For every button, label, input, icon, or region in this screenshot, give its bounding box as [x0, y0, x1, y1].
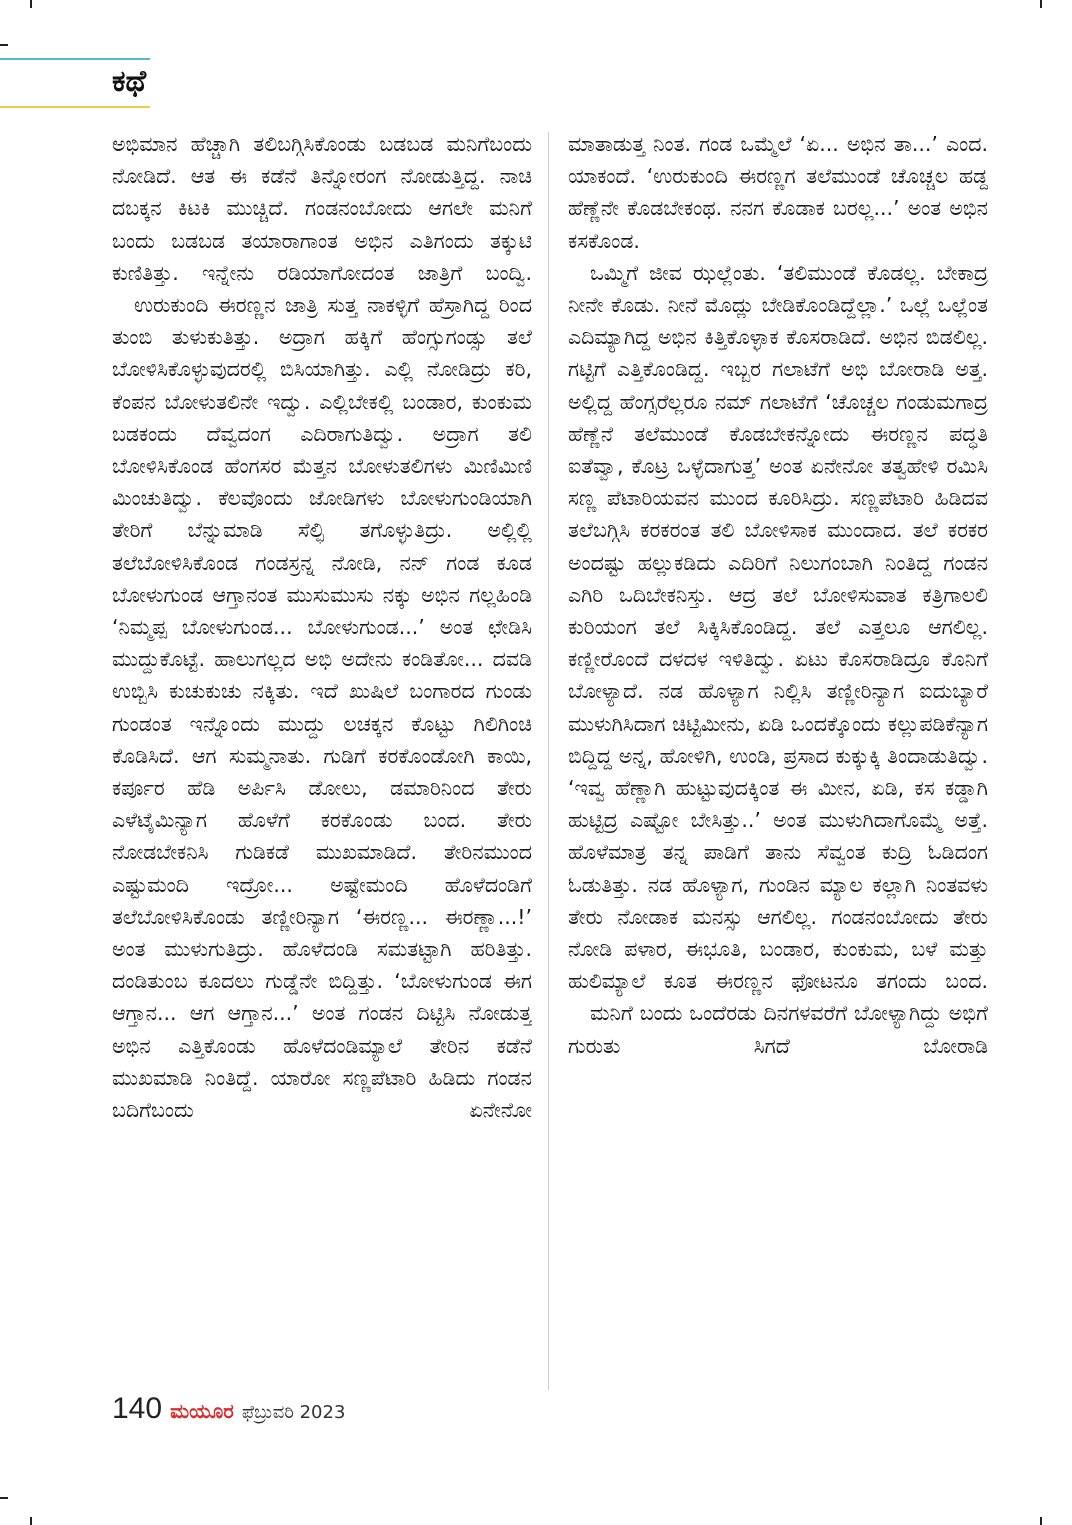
crop-mark-left-upper: [0, 44, 8, 46]
header-rule-teal: [0, 58, 150, 60]
crop-mark-bottom-left: [30, 1517, 32, 1525]
left-column: [112, 128, 532, 1390]
column-divider: [548, 132, 549, 1390]
page-footer: [112, 1392, 345, 1432]
crop-mark-bottom-right: [1040, 1517, 1042, 1525]
page-number: 140: [112, 1392, 163, 1425]
paragraph: ಒಮ್ಮಿಗೆ ಜೀವ ಝಲ್ಲೆಂತು. ‘ತಲಿಮುಂಡೆ ಕೊಡಲ್ಲ. ಬೇಕಾದ್ರ ನೀನೇ ಕೊಡು. ನೀನೆ ಮೊದ್ಲು ಬೇಡಿಕೊಂಡಿದ್ದೆಲ್ಲಾ.’ ಒಲ್ಲೆ ಒಲ್ಲೆಂತ ಎದಿಮ್ಯಾಗಿದ್ದ ಅಭಿನ ಕಿತ್ತಿಕೊಳ್ಳಾಕ ಕೊಸರಾಡಿದೆ. ಅಭಿನ ಬಿಡಲಿಲ್ಲ. ಗಟ್ಟಿಗೆ ಎತ್ತಿಕೊಂಡಿದ್ದ. ಇಬ್ಬರ ಗಲಾಟೆಗೆ ಅಭಿ ಬೋರಾಡಿ ಅತ್ತ. ಅಲ್ಲಿದ್ದ ಹೆಂಗ್ಸರೆಲ್ಲರೂ ನಮ್ ಗಲಾಟೆಗೆ ‘ಚೊಚ್ಚಲ ಗಂಡುಮಗಾದ್ರ ಹೆಣ್ಣೆನೆ ತಲೆಮುಂಡೆ ಕೊಡಬೇಕನ್ನೋದು ಈರಣ್ಣನ ಪದ್ಧತಿ ಐತೆವ್ವಾ, ಕೊಟ್ರ ಒಳ್ಳೆದಾಗುತ್ತ’ ಅಂತ ಏನೇನೋ ತತ್ವಹೇಳಿ ರಮಿಸಿ ಸಣ್ಣ ಪೆಟಾರಿಯವನ ಮುಂದ ಕೂರಿಸಿದ್ರು. ಸಣ್ಣಪೆಟಾರಿ ಹಿಡಿದವ ತಲೆಬಗ್ಗಿಸಿ ಕರಕರಂತ ತಲಿ ಬೋಳಿಸಾಕ ಮುಂದಾದ. ತಲೆ ಕರಕರ ಅಂದಷ್ಟು ಹಲ್ಲುಕಡಿದು ಎದಿರಿಗೆ ನಿಲುಗಂಬಾಗಿ ನಿಂತಿದ್ದ ಗಂಡನ ಎಗಿರಿ ಒದಿಬೇಕನಿಸ್ತು. ಆದ್ರ ತಲೆ ಬೋಳಿಸುವಾತ ಕತ್ರಿಗಾಲಲಿ ಕುರಿಯಂಗ ತಲೆ ಸಿಕ್ಕಿಸಿಕೊಂಡಿದ್ದ. ತಲೆ ಎತ್ತಲೂ ಆಗಲಿಲ್ಲ. ಕಣ್ಣೀರೊಂದೆ ದಳದಳ ಇಳಿತಿದ್ವು. ಏಟು ಕೊಸರಾಡಿದ್ರೂ ಕೊನಿಗೆ ಬೋಳ್ಯಾದೆ. ನಡ ಹೊಳ್ಯಾಗ ನಿಲ್ಲಿಸಿ ತಣ್ಣೀರಿನ್ಯಾಗ ಐದುಬ್ಯಾರೆ ಮುಳುಗಿಸಿದಾಗ ಚಿಟ್ಟಿಮೀನು, ಏಡಿ ಒಂದಕ್ಕೊಂದು ಕಲ್ಲುಪಡಿಕೆನ್ಯಾಗ ಬಿದ್ದಿದ್ದ ಅನ್ನ, ಹೋಳಿಗಿ, ಉಂಡಿ, ಪ್ರಸಾದ ಕುಕ್ಕುಕ್ಕಿ ತಿಂದಾಡುತಿದ್ವು. ‘ಇವ್ವ ಹೆಣ್ಣಾಗಿ ಹುಟ್ಟುವುದಕ್ಕಿಂತ ಈ ಮೀನ, ಏಡಿ, ಕಸ ಕಡ್ಡಾಗಿ ಹುಟ್ಟಿದ್ರ ಎಷ್ಟೋ ಬೇಸಿತ್ತು..’ ಅಂತ ಮುಳುಗಿದಾಗೊಮ್ಮೆ ಅತ್ತೆ. ಹೊಳೆಮಾತ್ರ ತನ್ನ ಪಾಡಿಗೆ ತಾನು ಸೆವ್ವಂತ ಕುದ್ರಿ ಓಡಿದಂಗ ಓಡುತಿತ್ತು. ನಡ ಹೊಳ್ಯಾಗ, ಗುಂಡಿನ ಮ್ಯಾಲ ಕಲ್ಲಾಗಿ ನಿಂತವಳು ತೇರು ನೋಡಾಕ ಮನಸ್ಸು ಆಗಲಿಲ್ಲ. ಗಂಡನಂಬೋದು ತೇರು ನೋಡಿ ಪಳಾರ, ಈಭೂತಿ, ಬಂಡಾರ, ಕುಂಕುಮ, ಬಳೆ ಮತ್ತು ಹುಲಿಮ್ಯಾಲೆ ಕೂತ ಈರಣ್ಣನ ಫೋಟನೂ ತಗಂದು ಬಂದ.: [568, 260, 988, 994]
magazine-logo: ಮಯೂರ: [170, 1399, 234, 1423]
issue-date: ಫೆಬ್ರುವರಿ 2023: [241, 1402, 346, 1423]
crop-mark-top-left: [30, 0, 32, 8]
paragraph: ಅಭಿಮಾನ ಹೆಚ್ಚಾಗಿ ತಲಿಬಗ್ಗಿಸಿಕೊಂಡು ಬಡಬಡ ಮನಿಗೆಬಂದು ನೋಡಿದೆ. ಆತ ಈ ಕಡೆನೆ ತಿನ್ನೋರಂಗ ನೋಡುತ್ತಿದ್ದ. ನಾಚಿ ದಬಕ್ಕನ ಕಿಟಕಿ ಮುಚ್ಚಿದೆ. ಗಂಡನಂಬೋದು ಆಗಲೇ ಮನಿಗೆ ಬಂದು ಬಡಬಡ ತಯಾರಾಗಾಂತ ಅಭಿನ ಎತಿಗಂದು ತಕ್ಕುಟಿ ಕುಣಿತಿತ್ತು. ಇನ್ನೇನು ರಡಿಯಾಗೋದಂತ ಜಾತ್ರಿಗೆ ಬಂದ್ವಿ.: [112, 132, 532, 285]
paragraph: ಮನಿಗೆ ಬಂದು ಒಂದೆರಡು ದಿನಗಳವರೆಗೆ ಬೋಳ್ಯಾಗಿದ್ದು ಅಭಿಗೆ ಗುರುತು ಸಿಗದೆ ಬೋರಾಡಿ: [568, 1001, 988, 1058]
right-column: [568, 128, 988, 1390]
crop-mark-top-right: [1040, 0, 1042, 8]
paragraph: ಉರುಕುಂದಿ ಈರಣ್ಣನ ಜಾತ್ರಿ ಸುತ್ತ ನಾಕಳ್ಳಿಗೆ ಹೆಸ್ರಾಗಿದ್ದ ರಿಂದ ತುಂಬಿ ತುಳುಕುತಿತ್ತು. ಅದ್ರಾಗ ಹಕ್ಕಿಗೆ ಹೆಂಗ್ಸುಗಂಡ್ಸು ತಲೆ ಬೋಳಿಸಿಕೊಳ್ಳುವುದರಲ್ಲಿ ಬಿಸಿಯಾಗಿತ್ತು. ಎಲ್ಲಿ ನೋಡಿದ್ರು ಕರಿ, ಕೆಂಪನ ಬೋಳುತಲಿನೇ ಇದ್ವು. ಎಲ್ಲಿಬೇಕಲ್ಲಿ ಬಂಡಾರ, ಕುಂಕುಮ ಬಡಕಂದು ದೆವ್ವದಂಗ ಎದಿರಾಗುತಿದ್ವು. ಅದ್ರಾಗ ತಲಿ ಬೋಳಿಸಿಕೊಂಡ ಹೆಂಗಸರ ಮೆತ್ತನ ಬೋಳುತಲಿಗಳು ಮಿಣಿಮಿಣಿ ಮಿಂಚುತಿದ್ವು. ಕೆಲವೊಂದು ಜೋಡಿಗಳು ಬೋಳುಗುಂಡಿಯಾಗಿ ತೇರಿಗೆ ಬೆನ್ನುಮಾಡಿ ಸೆಲ್ಫಿ ತಗೊಳ್ಳುತಿದ್ರು. ಅಲ್ಲಿಲ್ಲಿ ತಲೆಬೋಳಿಸಿಕೊಂಡ ಗಂಡಸ್ರನ್ನ ನೋಡಿ, ನನ್ ಗಂಡ ಕೂಡ ಬೋಳುಗುಂಡ ಆಗ್ತಾನಂತ ಮುಸುಮುಸು ನಕ್ಕು ಅಭಿನ ಗಲ್ಲಹಿಂಡಿ ‘ನಿಮ್ಮಪ್ಪ ಬೋಳುಗುಂಡ... ಬೋಳುಗುಂಡ...’ ಅಂತ ಛೇಡಿಸಿ ಮುದ್ದುಕೊಟ್ಟೆ. ಹಾಲುಗಲ್ಲದ ಅಭಿ ಅದೇನು ಕಂಡಿತೋ... ದವಡಿ ಉಬ್ಬಿಸಿ ಕುಚುಕುಚು ನಕ್ಕಿತು. ಇದೆ ಖುಷಿಲೆ ಬಂಗಾರದ ಗುಂಡು ಗುಂಡಂತ ಇನ್ನೊಂದು ಮುದ್ದು ಲಚಕ್ಕನ ಕೊಟ್ಟು ಗಿಲಿಗಿಂಚಿ ಕೊಡಿಸಿದೆ. ಆಗ ಸುಮ್ಮನಾತು. ಗುಡಿಗೆ ಕರಕೊಂಡೋಗಿ ಕಾಯಿ, ಕರ್ಪೂರ ಹೆಡಿ ಅರ್ಪಿಸಿ ಡೋಲು, ಡಮಾರಿನಿಂದ ತೇರು ಎಳೆಟೈಮಿನ್ಯಾಗ ಹೊಳೆಗೆ ಕರಕೊಂಡು ಬಂದ. ತೇರು ನೋಡಬೇಕನಿಸಿ ಗುಡಿಕಡೆ ಮುಖಮಾಡಿದೆ. ತೇರಿನಮುಂದ ಎಷ್ಟುಮಂದಿ ಇದ್ರೋ... ಅಷ್ಟೇಮಂದಿ ಹೊಳೆದಂಡಿಗೆ ತಲೆಬೋಳಿಸಿಕೊಂಡು ತಣ್ಣೀರಿನ್ಯಾಗ ‘ಈರಣ್ಣ... ಈರಣ್ಣಾ...!’ ಅಂತ ಮುಳುಗುತಿದ್ರು. ಹೊಳೆದಂಡಿ ಸಮತಟ್ಟಾಗಿ ಹರಿತಿತ್ತು. ದಂಡಿತುಂಬ ಕೂದಲು ಗುಡ್ಡೆನೇ ಬಿದ್ದಿತ್ತು. ‘ಬೋಳುಗುಂಡ ಈಗ ಆಗ್ತಾನ... ಆಗ ಆಗ್ತಾನ...’ ಅಂತ ಗಂಡನ ದಿಟ್ಟಿಸಿ ನೋಡುತ್ತ ಅಭಿನ ಎತ್ತಿಕೊಂಡು ಹೊಳೆದಂಡಿಮ್ಯಾಲೆ ತೇರಿನ ಕಡೆನೆ ಮುಖಮಾಡಿ ನಿಂತಿದ್ದೆ. ಯಾರೋ ಸಣ್ಣಪೆಟಾರಿ ಹಿಡಿದು ಗಂಡನ ಬದಿಗೆಬಂದು ಏನೇನೋ: [112, 293, 532, 1123]
paragraph: ಮಾತಾಡುತ್ತ ನಿಂತ. ಗಂಡ ಒಮ್ಮೆಲೆ ‘ಏ... ಅಭಿನ ತಾ...’ ಎಂದ. ಯಾಕಂದೆ. ‘ಉರುಕುಂದಿ ಈರಣ್ಣಗ ತಲೆಮುಂಡೆ ಚೊಚ್ಚಲ ಹಡ್ದ ಹೆಣ್ಣೆನೇ ಕೊಡಬೇಕಂಥ. ನನಗ ಕೊಡಾಕ ಬರಲ್ಲ...’ ಅಂತ ಅಭಿನ ಕಸಕೊಂಡ.: [568, 132, 988, 253]
section-title: ಕಥೆ: [112, 64, 147, 99]
crop-mark-left-lower: [0, 1497, 8, 1499]
header-rule-yellow: [0, 106, 150, 108]
